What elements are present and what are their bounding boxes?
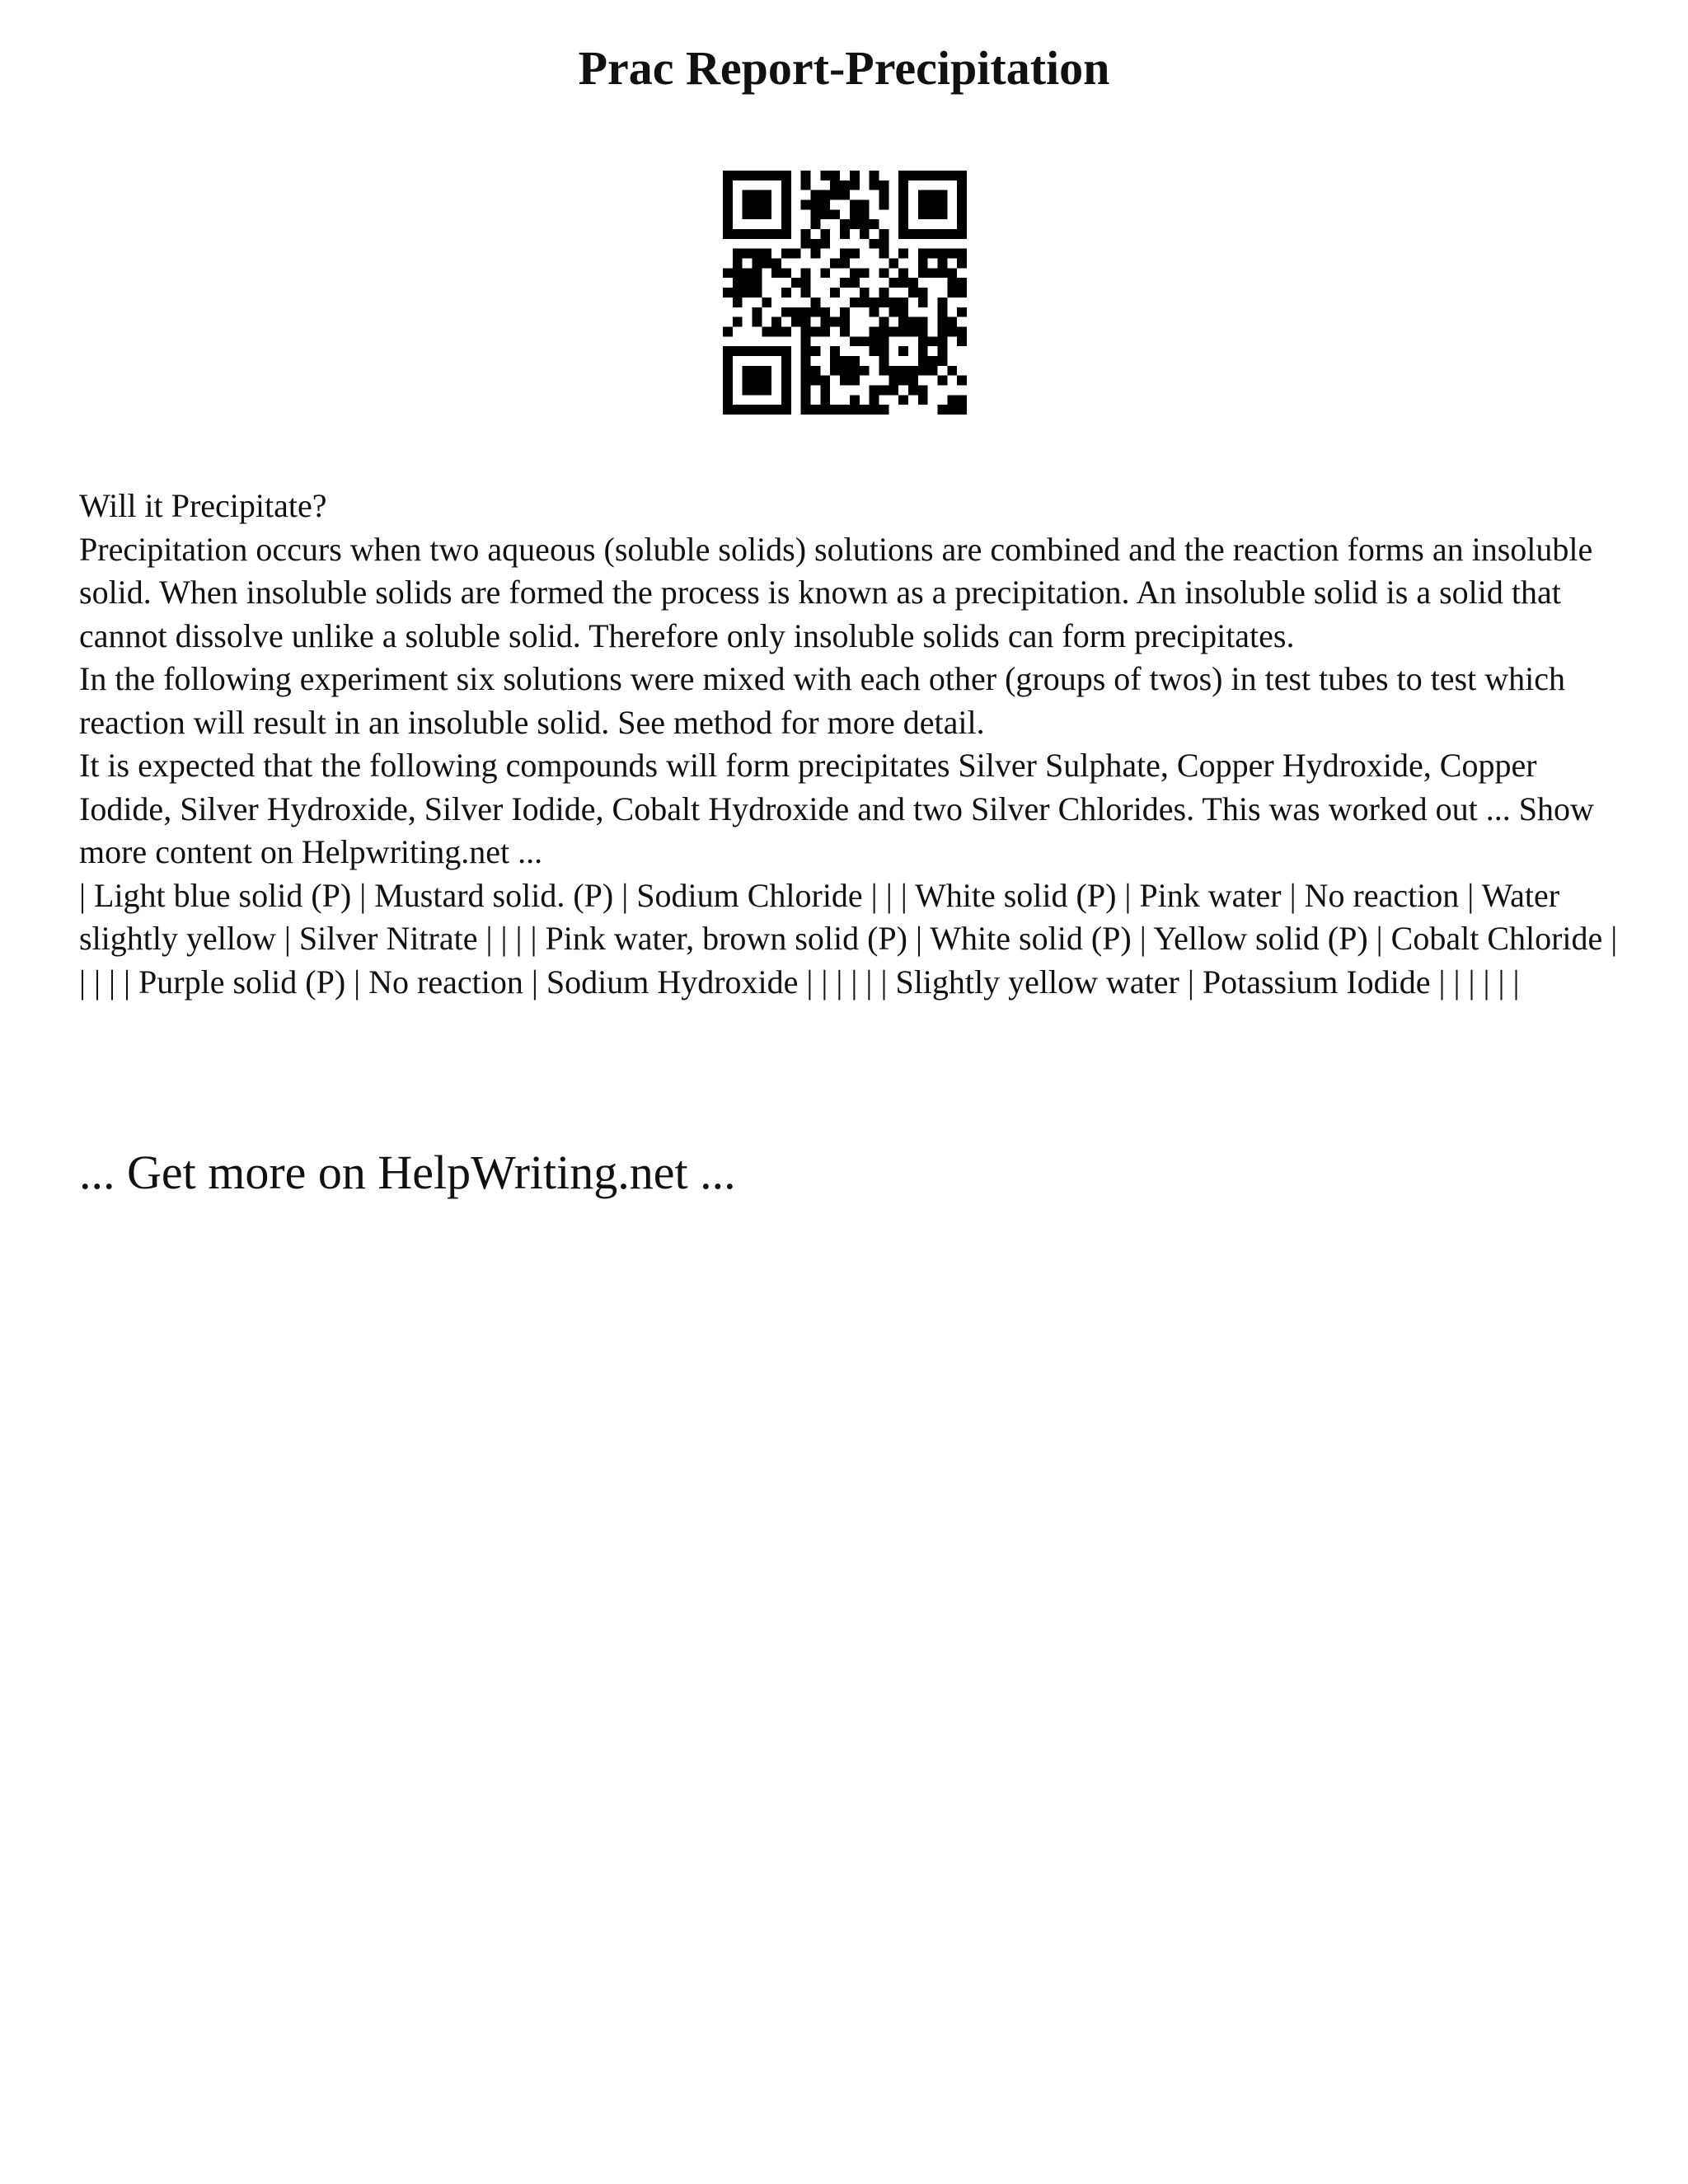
page-title: Prac Report-Precipitation	[578, 41, 1110, 95]
qr-code-icon	[723, 171, 967, 415]
body-text	[79, 485, 1629, 1004]
paragraph-intro: Precipitation occurs when two aqueous (soluble solids) solutions are combined and the reaction forms an insoluble solid. When insoluble solids are formed the process is known as a precipitation. An insoluble solid is a solid that cannot dissolve unlike a soluble solid. Therefore only insoluble solids can form precipitates.	[79, 530, 1593, 654]
paragraph-results-table: | Light blue solid (P) | Mustard solid. (P) | Sodium Chloride | | | White solid (P) | Pink water | No reaction | Water slightly yellow | Silver Nitrate | | | | Pink water, brown solid (P) | White solid (P) | Yellow solid (P) | Cobalt Chloride | | | | | Purple solid (P) | No reaction | Sodium Hydroxide | | | | | | Slightly yellow water | Potassium Iodide | | | | | |	[79, 876, 1618, 1001]
paragraph-experiment: In the following experiment six solutions were mixed with each other (groups of twos) in test tubes to test which reaction will result in an insoluble solid. See method for more detail.	[79, 660, 1565, 741]
section-heading: Will it Precipitate?	[79, 487, 327, 524]
paragraph-expected: It is expected that the following compounds will form precipitates Silver Sulphate, Copper Hydroxide, Copper Iodide, Silver Hydroxide, Silver Iodide, Cobalt Hydroxide and two Silver Chlorides. This was worked out ... Show more content on Helpwriting.net ...	[79, 747, 1594, 870]
get-more-link[interactable]: ... Get more on HelpWriting.net ...	[79, 1146, 736, 1199]
